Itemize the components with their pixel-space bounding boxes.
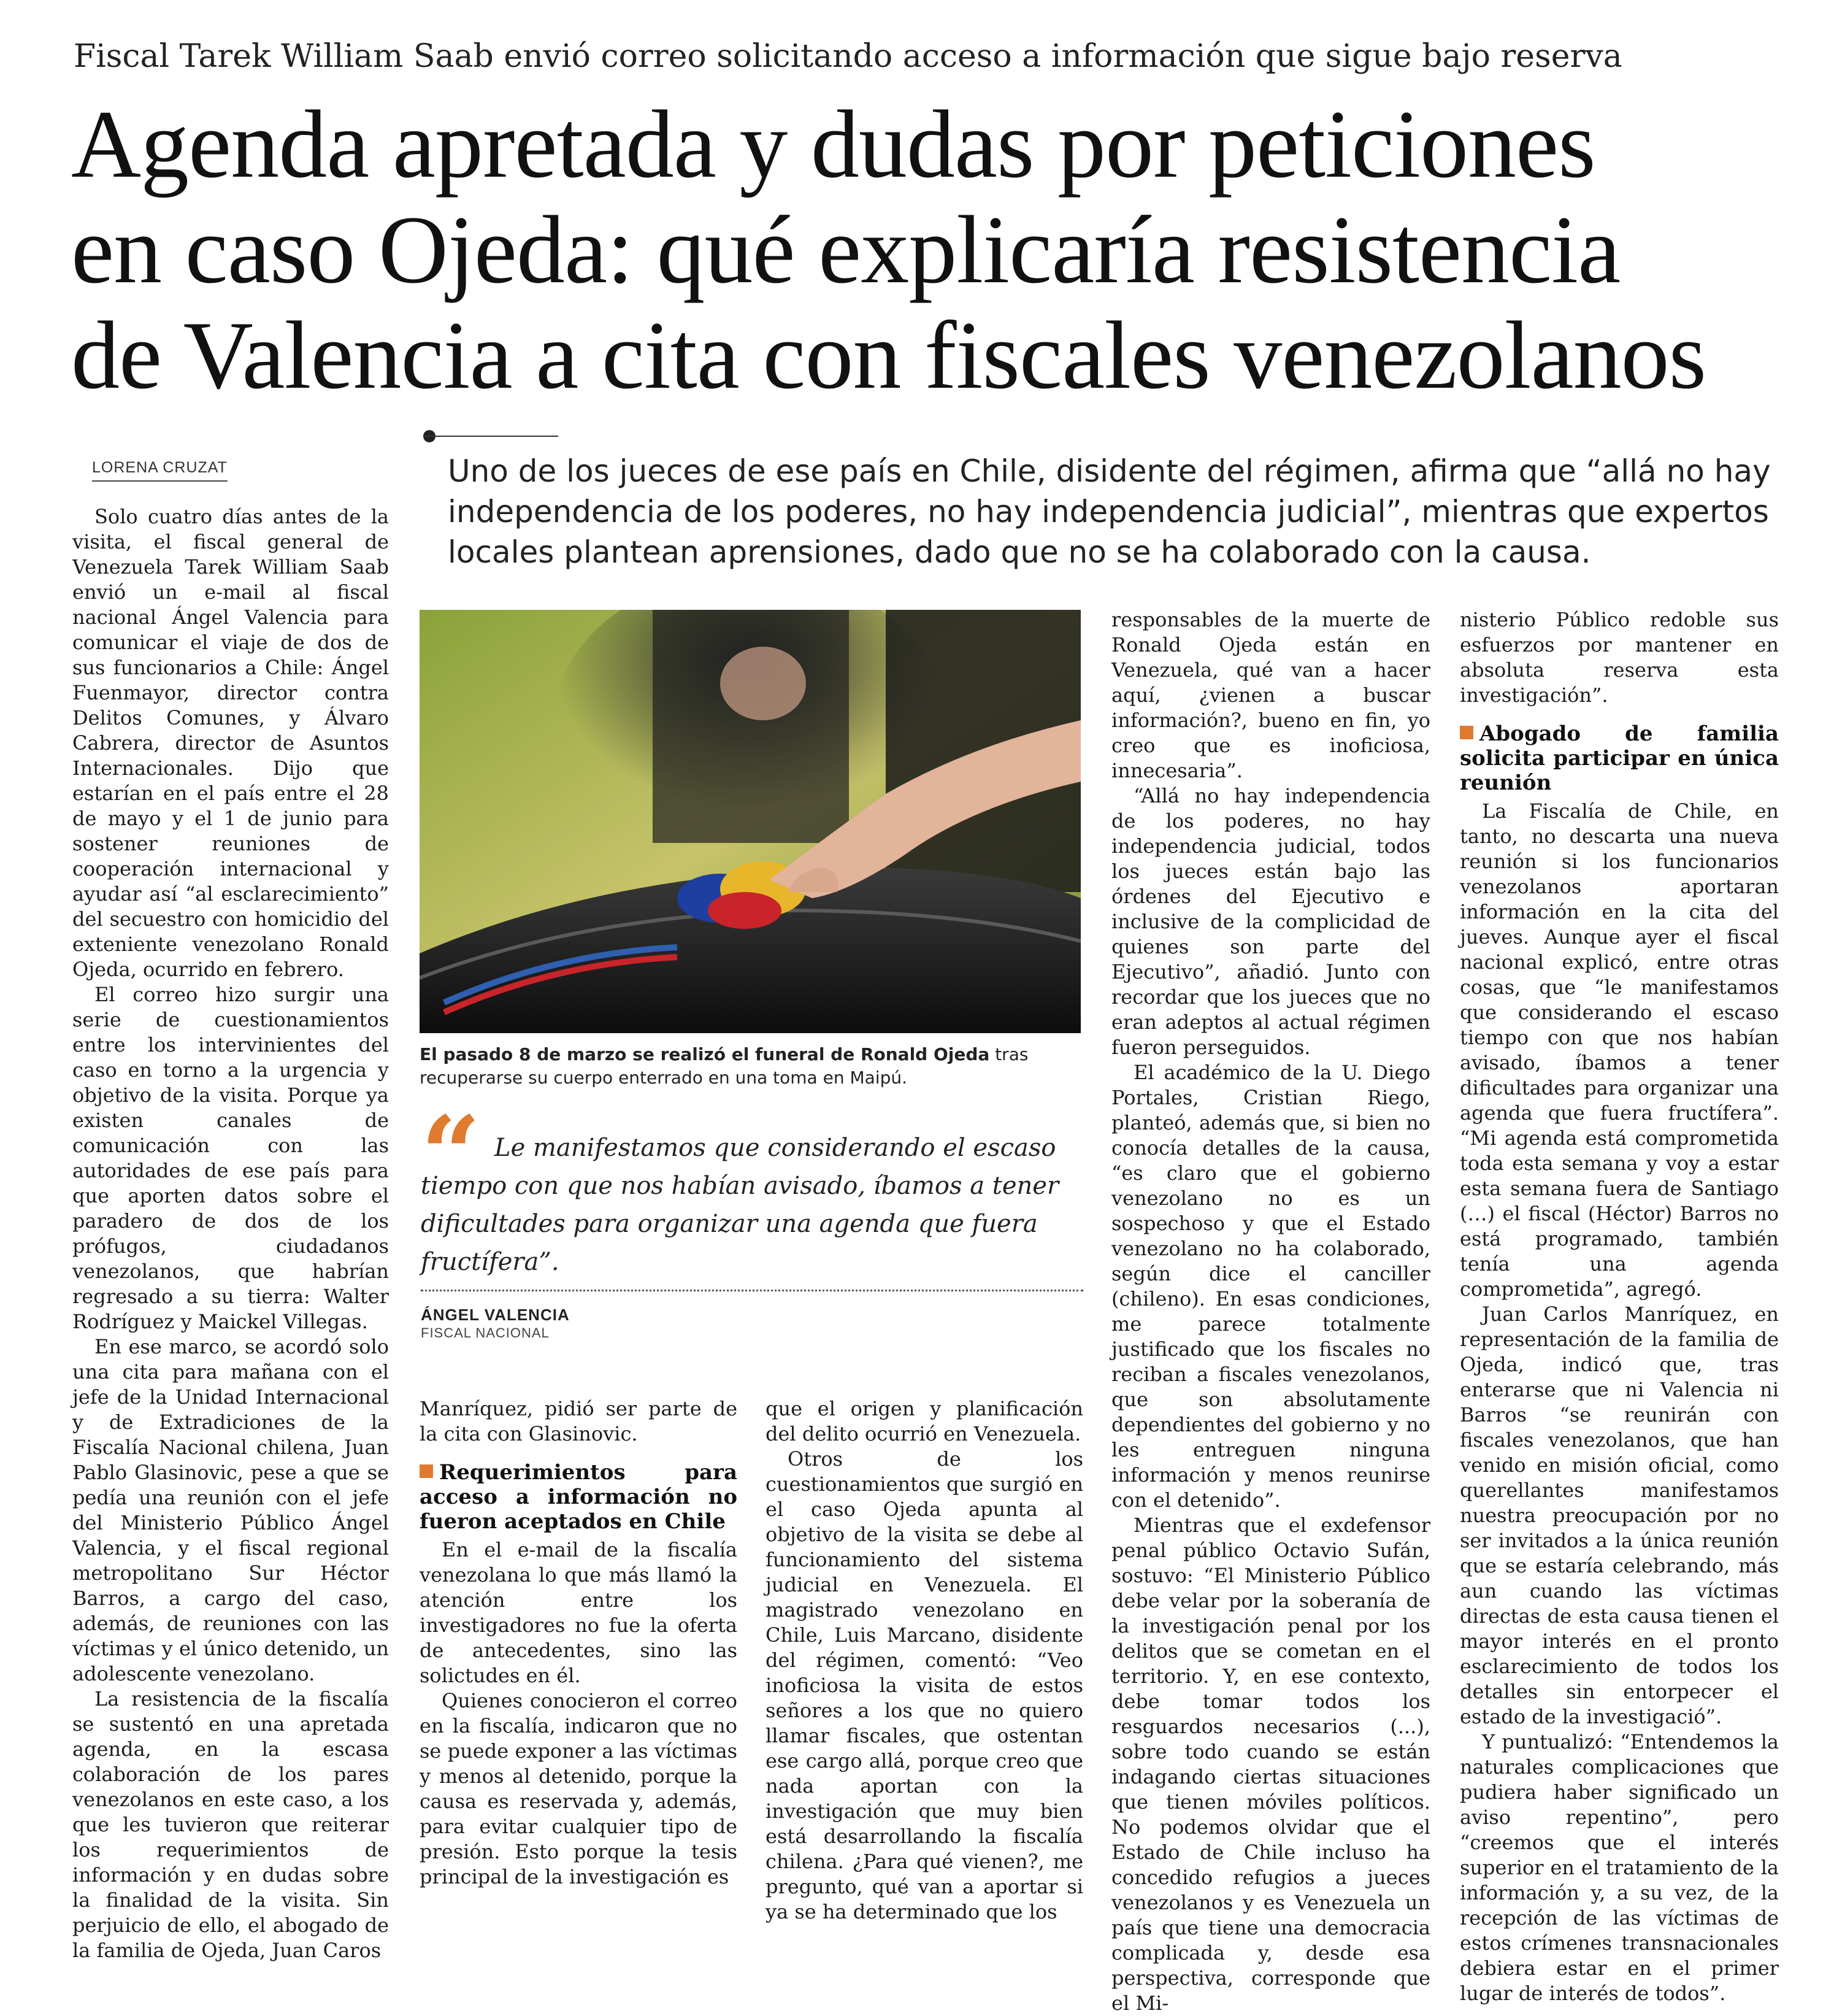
funeral-photo-image [420, 610, 1081, 1033]
paragraph: En el e-mail de la fiscalía venezolana lo que más llamó la atención entre los investigadores no fue la oferta de antecedentes, sino las solictudes en él. [420, 1538, 737, 1687]
article-column-2 [420, 1396, 737, 1890]
lead-rule [423, 436, 558, 437]
subhead-text: Requerimientos para acceso a información no fueron aceptados en Chile [420, 1460, 737, 1534]
paragraph: El correo hizo surgir una serie de cuestionamientos entre los intervinientes del caso en torno a la urgencia y objetivo de la visita. Porque ya existen canales de comunicación con las autoridades de ese país para que aporten datos sobre el paradero de dos de los prófugos, ciudadanos venezolanos, que habrían regresado a su tierra: Walter Rodríguez y Maickel Villegas. [72, 983, 389, 1333]
paragraph: La resistencia de la fiscalía se sustentó en una apretada agenda, en la escasa colaboración de los pares venezolanos en este caso, a los que les tuvieron que reiterar los requerimientos de información y en dudas sobre la finalidad de la visita. Sin perjuicio de ello, el abogado de la familia de Ojeda, Juan Caros [72, 1687, 389, 1962]
paragraph: Quienes conocieron el correo en la fiscalía, indicaron que no se puede exponer a las víctimas y menos al detenido, porque la causa es reservada y, además, para evitar cualquier tipo de presión. Esto porque la tesis principal de la investigación es [420, 1689, 737, 1888]
paragraph: Manríquez, pidió ser parte de la cita con Glasinovic. [420, 1397, 737, 1445]
photo-caption-rest: tras recuperarse su cuerpo enterrado en una toma en Maipú. [420, 1044, 1029, 1088]
lead-paragraph: Uno de los jueces de ese país en Chile, disidente del régimen, afirma que “allá no hay independencia de los poderes, no hay independencia judicial”, mientras que expertos locales plantean aprensiones, dado que no se ha colaborado con la causa. [448, 453, 1771, 570]
photo-caption [420, 1043, 1082, 1090]
paragraph: Y puntualizó: “Entendemos la naturales complicaciones que pudiera haber significado un aviso repentino”, pero “creemos que el interés superior en el tratamiento de la información y, a su vez, de la recepción de las víctimas de estos crímenes transnacionales debiera estar en el primer lugar de interés de todos”. [1460, 1730, 1779, 2005]
article-column-5 [1460, 607, 1779, 2006]
article-column-1 [72, 504, 389, 1963]
photo-caption-bold: El pasado 8 de marzo se realizó el funeral de Ronald Ojeda [420, 1044, 990, 1064]
pull-quote: Le manifestamos que considerando el escaso tiempo con que nos habían avisado, íbamos a tener dificultades para organizar una agenda que fuera fructífera”. [421, 1134, 1059, 1276]
paragraph: El académico de la U. Diego Portales, Cristian Riego, planteó, además que, si bien no conocía detalles de la causa, “es claro que el gobierno venezolano no es un sospechoso y que el Estado venezolano no ha colaborado, según dice el canciller (chileno). En esas condiciones, me parece totalmente justificado que los fiscales no reciban a fiscales venezolanos, que son absolutamente dependientes del gobierno y no les entreguen ninguna información y menos reunirse con el detenido”. [1111, 1061, 1430, 1512]
paragraph: que el origen y planificación del delito ocurrió en Venezuela. [765, 1397, 1083, 1445]
article-column-4 [1111, 607, 1430, 2016]
pull-quote-author: ÁNGEL VALENCIA [421, 1306, 570, 1324]
paragraph: La Fiscalía de Chile, en tanto, no descarta una nueva reunión si los funcionarios venezolanos aportaran información en la cita del jueves. Aunque ayer el fiscal nacional explicó, entre otras cosas, que “le manifestamos que considerando el escaso tiempo con que nos habían avisado, íbamos a tener dificultades para organizar una agenda que fuera fructífera”. “Mi agenda está comprometida toda esta semana y voy a estar esta semana fuera de Santiago (…) el fiscal (Héctor) Barros no está programado, también tenía una agenda comprometida”, agregó. [1460, 799, 1779, 1301]
paragraph: Otros de los cuestionamientos que surgió en el caso Ojeda apunta al objetivo de la visita se debe al funcionamiento del sistema judicial en Venezuela. El magistrado venezolano en Chile, Luis Marcano, disidente del régimen, comentó: “Veo inoficiosa la visita de estos señores a los que no quiero llamar fiscales, que ostentan ese cargo allá, porque creo que nada aportan con la investigación que muy bien está desarrollando la fiscalía chilena. ¿Para qué vienen?, me pregunto, qué van a aportar si ya se ha determinado que los [765, 1447, 1083, 1923]
subhead-text: Abogado de familia solicita participar en única reunión [1460, 721, 1779, 795]
headline-line-2: en caso Ojeda: qué explicaría resistencia [71, 196, 1621, 304]
article-column-3 [765, 1396, 1083, 1925]
subhead-square-icon [1460, 726, 1473, 739]
paragraph: Mientras que el exdefensor penal público Octavio Sufán, sostuvo: “El Ministerio Público debe velar por la soberanía de la investigación penal por los delitos que se cometan en el territorio. Y, en ese contexto, debe tomar todos los resguardos necesarios (...), sobre todo cuando se están indagando ciertas situaciones que tienen móviles políticos. No podemos olvidar que el Estado de Chile incluso ha concedido refugios a jueces venezolanos y es Venezuela un país que tiene una democracia complicada y, desde esa perspectiva, corresponde que el Mi- [1111, 1514, 1430, 2015]
paragraph: “Allá no hay independencia de los poderes, no hay independencia judicial, todos los jueces están bajo las órdenes del Ejecutivo e inclusive de la complicidad de quienes son parte del Ejecutivo”, añadió. Junto con recordar que los jueces que no eran adeptos al actual régimen fueron perseguidos. [1111, 784, 1430, 1059]
paragraph: responsables de la muerte de Ronald Ojeda están en Venezuela, qué van a hacer aquí, ¿vienen a buscar información?, bueno en fin, yo creo que es inoficiosa, innecesaria”. [1111, 608, 1430, 782]
funeral-photo [420, 610, 1081, 1033]
headline [71, 92, 1807, 409]
section-subhead [420, 1460, 737, 1534]
byline: LORENA CRUZAT [92, 459, 228, 482]
headline-line-3: de Valencia a cita con fiscales venezolanos [71, 302, 1706, 409]
pull-quote-author-role: FISCAL NACIONAL [421, 1325, 550, 1341]
headline-line-1: Agenda apretada y dudas por peticiones [71, 91, 1595, 198]
section-subhead [1460, 721, 1779, 795]
pull-quote-rule [421, 1290, 1083, 1291]
kicker: Fiscal Tarek William Saab envió correo solicitando acceso a información que sigue bajo reserva [74, 38, 1622, 75]
paragraph: Juan Carlos Manríquez, en representación de la familia de Ojeda, indicó que, tras enterarse que ni Valencia ni Barros “se reunirán con fiscales venezolanos, que han venido en misión oficial, como querellantes manifestamos nuestra preocupación por no ser invitados a la única reunión que se estaría celebrando, más aun cuando las víctimas directas de esta causa tienen el mayor interés en el pronto esclarecimiento de todos los detalles sin entorpecer el estado de la investigació”. [1460, 1302, 1779, 1728]
paragraph: En ese marco, se acordó solo una cita para mañana con el jefe de la Unidad Internacional y de Extradiciones de la Fiscalía Nacional chilena, Juan Pablo Glasinovic, pese a que se pedía una reunión con el jefe del Ministerio Público Ángel Valencia, y el fiscal regional metropolitano Sur Héctor Barros, a cargo del caso, además, de reuniones con las víctimas y el único detenido, un adolescente venezolano. [72, 1335, 389, 1685]
paragraph: nisterio Público redoble sus esfuerzos por mantener en absoluta reserva esta investigación”. [1460, 608, 1779, 707]
paragraph: Solo cuatro días antes de la visita, el fiscal general de Venezuela Tarek William Saab envió un e-mail al fiscal nacional Ángel Valencia para comunicar el viaje de dos de sus funcionarios a Chile: Ángel Fuenmayor, director contra Delitos Comunes, y Álvaro Cabrera, director de Asuntos Internacionales. Dijo que estarían en el país entre el 28 de mayo y el 1 de junio para sostener reuniones de cooperación internacional y ayudar así “al esclarecimiento” del secuestro con homicidio del exteniente venezolano Ronald Ojeda, ocurrido en febrero. [72, 505, 389, 981]
quote-mark-icon: “ [421, 1093, 481, 1216]
subhead-square-icon [420, 1464, 433, 1478]
